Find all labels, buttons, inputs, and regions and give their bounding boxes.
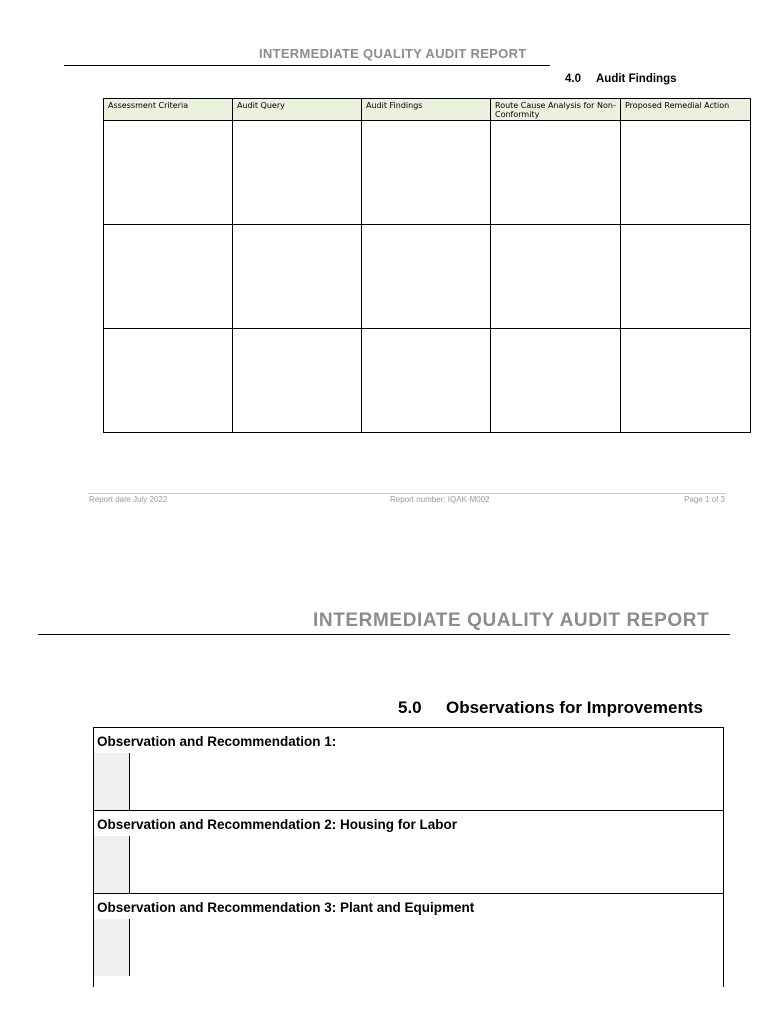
observation-block [94, 811, 723, 894]
observation-gutter [94, 836, 130, 893]
header-rule [64, 65, 550, 66]
section-heading [565, 73, 676, 85]
table-header-row [104, 99, 751, 121]
observation-heading: Observation and Recommendation 2: Housing for Labor [97, 817, 458, 832]
audit-findings-table [103, 98, 751, 433]
table-row [104, 329, 751, 433]
table-cell[interactable] [621, 329, 751, 433]
table-cell[interactable] [362, 121, 491, 225]
table-cell[interactable] [104, 225, 233, 329]
table-cell[interactable] [621, 225, 751, 329]
column-header-assessment-criteria: Assessment Criteria [104, 99, 233, 121]
report-title: INTERMEDIATE QUALITY AUDIT REPORT [259, 46, 527, 61]
footer-rule [88, 493, 726, 494]
column-header-proposed-remedial-action: Proposed Remedial Action [621, 99, 751, 121]
observation-gutter [94, 919, 130, 976]
observation-block [94, 728, 723, 811]
footer-page-number: Page 1 of 3 [684, 495, 725, 504]
column-header-audit-query: Audit Query [233, 99, 362, 121]
section-number: 5.0 [398, 698, 422, 717]
observations-box [93, 727, 724, 987]
section-number: 4.0 [565, 73, 581, 85]
table-cell[interactable] [621, 121, 751, 225]
section-heading [398, 698, 703, 718]
table-row [104, 225, 751, 329]
table-cell[interactable] [491, 329, 621, 433]
column-header-route-cause-analysis: Route Cause Analysis for Non-Conformity [491, 99, 621, 121]
observation-heading: Observation and Recommendation 3: Plant and Equipment [97, 900, 475, 915]
footer-report-date: Report date July 2022 [89, 495, 168, 504]
observation-gutter [94, 753, 130, 810]
observation-heading: Observation and Recommendation 1: [97, 734, 337, 749]
section-title: Observations for Improvements [446, 698, 703, 717]
table-cell[interactable] [491, 121, 621, 225]
table-cell[interactable] [104, 329, 233, 433]
table-cell[interactable] [362, 225, 491, 329]
footer-report-number: Report number: IQAK-M002 [390, 495, 490, 504]
table-row [104, 121, 751, 225]
report-title: INTERMEDIATE QUALITY AUDIT REPORT [313, 610, 710, 631]
table-cell[interactable] [233, 121, 362, 225]
table-cell[interactable] [362, 329, 491, 433]
table-cell[interactable] [233, 225, 362, 329]
observation-block [94, 894, 723, 976]
column-header-audit-findings: Audit Findings [362, 99, 491, 121]
table-cell[interactable] [491, 225, 621, 329]
table-cell[interactable] [233, 329, 362, 433]
header-rule [38, 634, 730, 635]
table-cell[interactable] [104, 121, 233, 225]
section-title: Audit Findings [596, 73, 677, 85]
